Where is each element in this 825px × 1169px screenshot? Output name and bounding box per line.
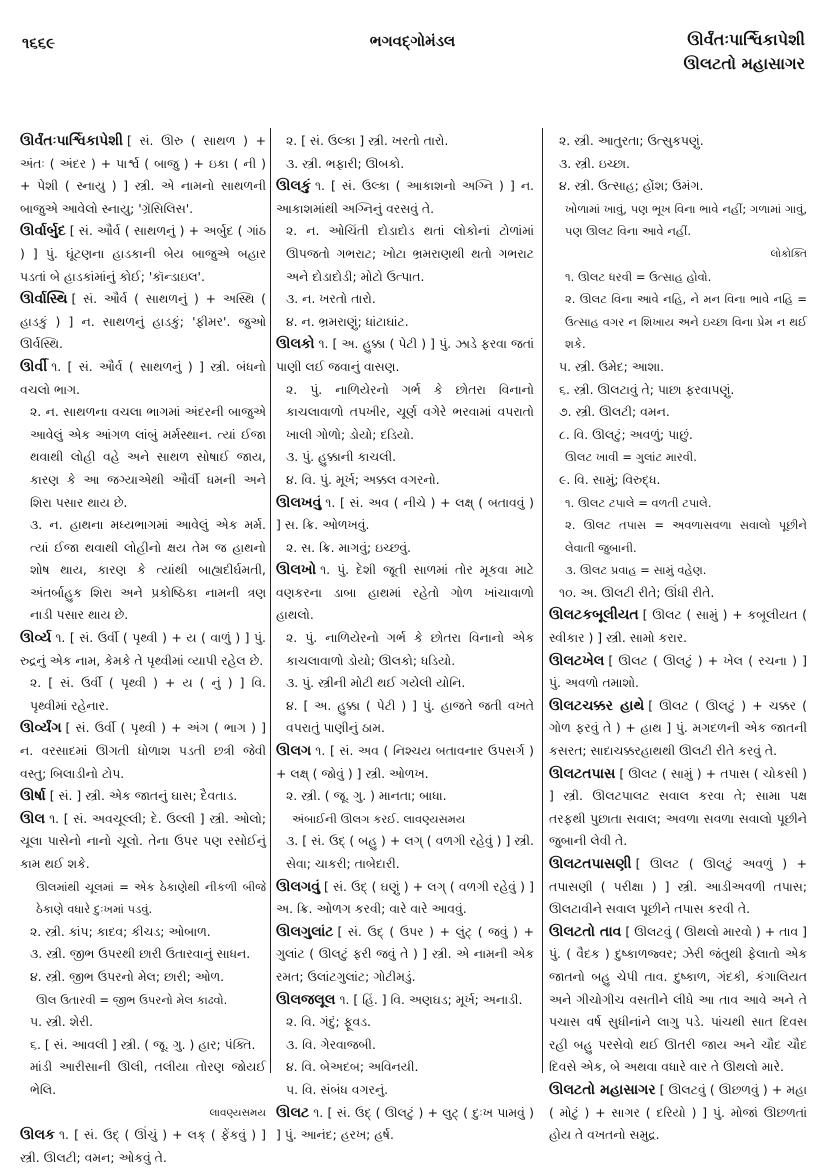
entry-sense — [276, 1056, 534, 1079]
entry-sense — [276, 153, 534, 176]
definition-text: [ સં. ઊરુ ( સાથળ ) + અંતઃ ( અંદર ) + પાર્શ્વ ( બાજુ ) + ઇકા ( ની ) + પેશી ( સ્નાયુ ) ] સ્ત્રી. એ નામનો સાથળની બાજુએ આવેલો સ્નાયુ; 'ગ્રૅસિલિસ'. — [20, 133, 266, 216]
definition-text: ૨. પું. નાળિયેરનો ગર્ભ કે છોતરા વિનાનો કાચલાવાળો તપખીર, ચૂર્ણ વગેરે ભરવામાં વપરાતો ખાલી ગોળો; ડોયો; દડિયો. — [286, 381, 534, 442]
entry-sense — [276, 469, 534, 492]
entry-sense — [549, 153, 807, 176]
entry-sense — [276, 1034, 534, 1057]
definition-text: ૭. સ્ત્રી. ઊલટી; વમન. — [559, 404, 670, 420]
headword: ઊલટતો મહાસાગર — [549, 1081, 656, 1098]
definition-text: ૯. વિ. સામું; વિરુદ્ધ. — [559, 471, 661, 487]
entry-sense — [20, 943, 266, 966]
definition-text: ૩. પું. હુક્કાની કાચલી. — [286, 449, 397, 465]
usage-example: ૨. ઊલટ વિના આવે નહિ, ને મન વિના ભાવે નહિ = ઉત્સાહ વગર ન શિખાય અને ઇચ્છા વિના પ્રેમ ન થઈ શકે. — [565, 292, 807, 352]
column-1 — [20, 130, 266, 1169]
definition-text: [ સં. ઔર્વ ( સાથળનું ) + અર્બુદ ( ગાંઠ ) ] પું. ઘૂંટણના હાડકાની બેય બાજુએ બહાર પડતાં બે હાડકાંમાંનું કોઈ; 'કૉન્ડાઇલ'. — [20, 223, 266, 284]
dictionary-entry — [276, 921, 534, 989]
headword: ઊર્વ્ય — [20, 630, 52, 647]
headword: ઊલટખેલ — [549, 652, 605, 669]
dictionary-entry — [549, 650, 807, 695]
headword: ઊલટતપાસણી — [549, 856, 632, 872]
definition-text: ૨. ન. સાથળના વચલા ભાગમાં અંદરની બાજુએ આવેલું એક આંગળ લાંબું મર્મસ્થાન. ત્યાં ઈજા થવાથી લોહી વહે અને સાથળ સોષાઈ જાય, કારણ કે આ જગ્યાએથી ઔર્વી ધમની અને શિરા પસાર થાય છે. — [30, 404, 266, 510]
entry-sense — [276, 672, 534, 695]
definition-text: ૩. વિ. ગેરવાજબી. — [286, 1036, 376, 1052]
definition-text: ૩. સ્ત્રી. જીભ ઉપરથી છારી ઉતારવાનું સાધન. — [30, 946, 251, 962]
entry-sense — [276, 785, 534, 808]
definition-text: ૪. સ્ત્રી. જીભ ઉપરનો મેલ; છારી; ઓળ. — [30, 968, 225, 984]
entry-sense — [549, 469, 807, 492]
guide-word-last: ઊલટતો મહાસાગર — [683, 54, 805, 73]
definition-text: માંડી આરીસાની ઊલી, તલીયા તોરણ જોયઈ ભેલિ. — [30, 1059, 266, 1097]
definition-text: ૧. [ સં. ઉર્વી ( પૃથ્વી ) + ય ( વાળું ) ] પું. રુદ્રનું એક નામ, કેમકે તે પૃથ્વીમાં વ્યાપી રહેલ છે. — [20, 630, 266, 668]
definition-text: ૩. સ્ત્રી. ઇચ્છા. — [559, 155, 630, 171]
entry-sense — [549, 582, 807, 605]
entry-sense — [276, 311, 534, 334]
definition-text: ૧. [ સં. ઔર્વ ( સાથળનું ) ] સ્ત્રી. બંધનો વચલો ભાગ. — [20, 358, 266, 397]
page-number: ૧૬૬૯ — [22, 34, 56, 52]
definition-text: [ સં. ] સ્ત્રી. એક જાતનું ઘાસ; દૈવતાડ. — [49, 788, 238, 804]
definition-text: ૪. વિ. બેઅદબ; અવિનયી. — [286, 1059, 419, 1075]
dictionary-entry — [20, 130, 266, 220]
dictionary-entry — [276, 876, 534, 921]
definition-text: ૧. [ સં. અવચૂલ્લી; દે. ઉલ્લી ] સ્ત્રી. ઓલો; ચૂલા પાસેનો નાનો ચૂલો. તેના ઉપર પણ રસોઈનું કામ થઈ શકે. — [20, 810, 266, 871]
definition-text: ૮. વિ. ઊલટું; અવળું; પાછું. — [559, 426, 693, 442]
dictionary-entry — [549, 1079, 807, 1147]
usage-example: ૩. ઊલટ પ્રવાહ = સામું વહેણ. — [565, 563, 707, 578]
entry-sense — [549, 130, 807, 153]
headword: ઊલકો — [276, 336, 315, 353]
definition-text: ૪. વિ. પું. મૂર્ખ; અક્કલ વગરનો. — [286, 471, 440, 487]
dictionary-entry — [276, 559, 534, 627]
definition-text: ૨. સ. ક્રિ. માગવું; ઇચ્છવું. — [286, 539, 411, 555]
definition-text: ૫. સ્ત્રી. શેરી. — [30, 1014, 94, 1030]
headword: ઊલટચક્કર હાથે — [549, 697, 645, 714]
quote-attribution: લાવણ્યસમય — [209, 1106, 266, 1119]
headword: ઊલક — [20, 1127, 55, 1144]
definition-text: ૩. પું. સ્ત્રીની મોટી થઈ ગયેલી યોનિ. — [286, 675, 466, 691]
dictionary-entry — [276, 492, 534, 537]
usage-example: ૨. ઊલટ તપાસ = અવળાસવળા સવાલો પૂછીને લેવાતી જુબાની. — [565, 518, 807, 555]
headword: ઊલટતો તાવ — [549, 923, 622, 940]
dictionary-entry — [20, 220, 266, 288]
entry-sense — [276, 288, 534, 311]
dictionary-entry — [276, 175, 534, 220]
usage-example: અંબાઈની ઊલગ કરઈ. લાવણ્યસમય — [292, 811, 466, 826]
usage-example: ઊલટ ખાવી = ગુલાંટ મારવી. — [565, 450, 697, 465]
definition-text: [ સં. ઉદ્ ( ઉપર ) + લુંટ્ ( જવું ) + ગુલાંટ ( ઊલટું ફરી જવું તે ) ] સ્ત્રી. એ નામની એક રમત; ઉલાંટગુલાંટ; ગોટીમડું. — [276, 923, 534, 984]
entry-sense — [276, 1011, 534, 1034]
definition-text: ૪. [ અ. હુક્કા ( પેટી ) ] પું. હાજતે જતી વખતે વપરાતું પાણીનું ઠામ. — [286, 697, 534, 736]
definition-text: ૧૦. અ. ઊલટી રીતે; ઊંધી રીતે. — [559, 584, 715, 600]
headword: ઊર્વાસ્થિ — [20, 291, 68, 308]
headword: ઊલ — [20, 810, 46, 827]
entry-sense — [20, 921, 266, 944]
entry-sense — [549, 356, 807, 379]
entry-sense — [549, 401, 807, 424]
dictionary-entry — [549, 921, 807, 1079]
headword: ઊર્વ્યંગ — [20, 720, 62, 737]
headword: ઊર્વાર્બુદ — [20, 223, 66, 240]
dictionary-entry — [20, 785, 266, 808]
definition-text: ૬. સ્ત્રી. ઊલટાવું તે; પાછા ફરવાપણું. — [559, 381, 735, 397]
definition-text: ૨. સ્ત્રી. ( જૂ. ગુ. ) માનતા; બાધા. — [286, 788, 447, 804]
usage-example: ઊલમાંથી ચૂલમાં = એક ઠેકાણેથી નીકળી બીજે ઠેકાણે વધારે દુઃખમાં પડવું. — [36, 879, 266, 917]
quote-attribution: લોકોક્તિ — [770, 247, 807, 260]
headword: ઊર્ષા — [20, 788, 46, 805]
entry-sense — [549, 424, 807, 447]
definition-text: ૬. [ સં. આવલી ] સ્ત્રી. ( જૂ. ગુ. ) હાર; પંક્તિ. — [30, 1036, 256, 1052]
running-title: ભગવદ્ગોમંડલ — [369, 32, 456, 50]
definition-text: ૨. ન. ઓચિંતી દોડાદોડ થતાં લોકોનાં ટોળાંમાં ઊપજતો ગભરાટ; ખોટા ભ્રમરાણથી થતો ગભરાટ અને દોડાદોડી; મોટો ઉત્પાત. — [286, 223, 534, 284]
entry-sense — [276, 830, 534, 875]
definition-text: ૩. સ્ત્રી. ભફારી; ઊબકો. — [286, 155, 405, 171]
headword: ઊલકું — [276, 178, 311, 195]
definition-text: ૩. ન. ખરતો તારો. — [286, 291, 376, 307]
dictionary-entry — [276, 333, 534, 378]
definition-text: ૨. [ સં. ઉલ્કા ] સ્ત્રી. ખરતો તારો. — [286, 133, 449, 148]
headword: ઊલજલૂલ — [276, 991, 336, 1008]
definition-text: ૧. [ સં. અવ ( નીચે ) + લક્ષ્ ( બતાવવું ) ] સ. ક્રિ. ઓળખવું. — [276, 494, 534, 533]
definition-text: ૩. ન. હાથના મધ્યભાગમાં આવેલું એક મર્મ. ત્યાં ઈજા થવાથી લોહીનો ક્ષય તેમ જ હાથનો શોષ થાય, કારણ કે ત્યાંથી બાહ્યદીર્ઘમતી, અંતર્બાહુક શિરા અને પ્રકોષ્ઠિકા નામની ત્રણ નાડી પસાર થાય છે. — [30, 517, 266, 623]
headword: ઊલટકબૂલીયત — [549, 607, 639, 624]
usage-example: ૧. ઊલટ ધરવી = ઉત્સાહ હોવો. — [565, 269, 712, 284]
headword: ઊલખો — [276, 562, 317, 579]
definition-text: ૫. વિ. સંબંધ વગરનું. — [286, 1081, 389, 1097]
dictionary-entry — [276, 1102, 534, 1147]
entry-sense — [549, 175, 807, 198]
definition-text: ૨. વિ. ગંદું; ફૂવડ. — [286, 1014, 371, 1030]
definition-text: [ ઊલટ ( ઊલટું ) + ચક્કર ( ગોળ ફરવું તે ) + હાથ ] પું. મગદળની એક જાતની કસરત; સાદાચક્કરહાથથી ઊલટી રીતે કરવું તે. — [549, 697, 807, 759]
column-divider — [542, 128, 543, 1073]
usage-example: ખોળામાં ખાવું, પણ ભૂખ વિના ભાવે નહીં; ગળામાં ગાવું, પણ ઊલટ વિના આવે નહીં. — [565, 201, 807, 239]
definition-text: ૧. [ સં. ઉદ્ ( ઊંચું ) + લક્ ( ફેંકવું ) ] સ્ત્રી. ઊલટી; વમન; ઓકવું તે. — [20, 1127, 266, 1165]
definition-text: [ ઊલટવું ( ઊથલો મારવો ) + તાવ ] પું. ( વૈદક ) દુષ્કાળજ્વર; ઝેરી જંતુથી ફેલાતો એક જાતનો બહુ ચેપી તાવ. દુષ્કાળ, ગંદકી, કંગાલિયત અને ગીચોગીચ વસતીને લીધે આ તાવ આવે અને તે પચાસ વર્ષ સુધીનાંને લાગુ પડે. પાંચથી સાત દિવસ રહી બહુ પરસેવો થઈ ઊતરી જાય અને ચૌદ ચૌદ દિવસે એક, બે અથવા વધારે વાર તે ઊથલો મારે. — [549, 923, 807, 1075]
definition-text: ૧. [ હિં. ] વિ. અણઘડ; મૂર્ખ; અનાડી. — [339, 991, 523, 1007]
guide-word-first: ઊર્વંતઃપાર્શ્વિકાપેશી — [687, 30, 805, 49]
dictionary-entry — [20, 356, 266, 401]
headword: ઊલટ — [276, 1104, 310, 1121]
dictionary-entry — [549, 853, 807, 921]
definition-text: ૧. પું. દેશી જૂતી સાળમાં તોર મૂકવા માટે વણકરના ડાબા હાથમાં રહેતો ગોળ ખાંચાવાળો હાથલો. — [276, 562, 534, 623]
headword: ઊલગ — [276, 743, 312, 760]
dictionary-entry — [549, 604, 807, 649]
entry-sense — [20, 1034, 266, 1057]
dictionary-entry — [549, 695, 807, 763]
entry-sense — [549, 379, 807, 402]
column-2 — [276, 130, 534, 1147]
entry-sense — [20, 1056, 266, 1101]
definition-text: ૪. સ્ત્રી. ઉત્સાહ; હોંશ; ઉમંગ. — [559, 178, 704, 194]
definition-text: ૨. [ સં. ઉર્વી ( પૃથ્વી ) + ય ( નું ) ] વિ. પૃથ્વીમાં રહેનાર. — [30, 675, 266, 713]
usage-example: ૧. ઊલટ ટપાલે = વળતી ટપાલે. — [565, 495, 712, 510]
definition-text: ૫. સ્ત્રી. ઉમેદ; આશા. — [559, 358, 665, 374]
definition-text: ૨. સ્ત્રી. કાંપ; કાદવ; કીચડ; ઓબાળ. — [30, 923, 211, 939]
definition-text: ૧. [ સં. ઉલ્કા ( આકાશનો અગ્નિ ) ] ન. આકાશમાંથી અગ્નિનું વરસવું તે. — [276, 178, 534, 216]
entry-sense — [276, 1079, 534, 1102]
entry-sense — [276, 695, 534, 740]
dictionary-entry — [20, 717, 266, 785]
definition-text: [ ઊલટ ( ઊલટું અવળું ) + તપાસણી ( પરીક્ષા ) ] સ્ત્રી. આડીઅવળી તપાસ; ઊલટાવીને સવાલ પૂછીને તપાસ કરવી તે. — [549, 856, 807, 917]
definition-text: [ ઊલટવું ( ઊછળવું ) + મહા ( મોટું ) + સાગર ( દરિયો ) ] પું. મોજાં ઊછળતાં હોય તે વખતનો સમુદ્ર. — [549, 1081, 807, 1143]
definition-text: [ સં. ઉદ્ ( ઘણું ) + લગ્ ( વળગી રહેવું ) ] અ. ક્રિ. ઓળગ કરવી; વારે વારે આવવું. — [276, 878, 534, 917]
definition-text: [ ઊલટ ( ઊલટું ) + ખેલ ( રચના ) ] પું. અવળો તમાશો. — [549, 652, 807, 691]
entry-sense — [276, 220, 534, 288]
entry-sense — [20, 1011, 266, 1034]
entry-sense — [276, 627, 534, 672]
dictionary-entry — [20, 808, 266, 876]
entry-sense — [276, 537, 534, 560]
definition-text: [ ઊલટ ( સામું ) + તપાસ ( ચોકસી ) ] સ્ત્રી. ઊલટપાલટ સવાલ કરવા તે; સામા પક્ષ તરફથી પુછાતા સવાલ; અવળા સવળા સવાલો પૂછીને જુબાની લેવી તે. — [549, 765, 807, 849]
definition-text: ૧. [ અ. હુક્કા ( પેટી ) ] પું. ઝાડે ફરવા જતાં પાણી લઈ જવાનું વાસણ. — [276, 336, 534, 374]
entry-sense — [20, 672, 266, 717]
dictionary-entry — [549, 763, 807, 853]
headword: ઊલટતપાસ — [549, 765, 616, 782]
definition-text: ૨. પું. નાળિયેરનો ગર્ભ કે છોતરા વિનાનો એક કાચલાવાળો ડોયો; ઊલકો; ધડિયો. — [286, 630, 534, 668]
column-divider — [270, 128, 271, 1073]
headword: ઊલગવું — [276, 878, 321, 895]
usage-example: ઊલ ઉતારવી = જીભ ઉપરનો મેલ કાઢવો. — [36, 992, 228, 1007]
definition-text: [ સં. ઔર્વ ( સાથળનું ) + અસ્થિ ( હાડકું ) ] ન. સાથળનું હાડકું; 'ફીમર'. જુઓ ઊર્વસ્થિ. — [20, 291, 266, 352]
entry-sense — [20, 401, 266, 514]
entry-sense — [20, 514, 266, 627]
entry-sense — [276, 446, 534, 469]
definition-text: ૨. સ્ત્રી. આતુરતા; ઉત્સુકપણું. — [559, 133, 704, 148]
headword: ઊર્વી — [20, 358, 48, 375]
definition-text: ૩. [ સં. ઉદ્ ( બહુ ) + લગ્ ( વળગી રહેવું ) ] સ્ત્રી. સેવા; ચાકરી; તાબેદારી. — [286, 833, 534, 871]
entry-sense — [276, 130, 534, 153]
definition-text: ૪. ન. ભ્રમરાણું; ધાંટાઘાંટ. — [286, 313, 409, 329]
definition-text: ૧. [ સં. અવ ( નિશ્ચય બતાવનાર ઉપસર્ગ ) + લક્ષ્ ( જોવું ) ] સ્ત્રી. ઓળખ. — [276, 743, 534, 781]
headword: ઊર્વંતઃપાર્શ્વિકાપેશી — [20, 133, 124, 149]
dictionary-entry — [20, 627, 266, 672]
guide-words — [683, 28, 805, 76]
entry-sense — [20, 966, 266, 989]
definition-text: ૧. [ સં. ઉદ્ ( ઊલટું ) + લુટ્ ( દુઃખ પામવું ) ] પું. આનંદ; હરખ; હર્ષ. — [276, 1104, 534, 1143]
definition-text: [ સં. ઉર્વી ( પૃથ્વી ) + અંગ ( ભાગ ) ] ન. વરસાદમાં ઊગતી ધોળાશ પડતી છત્રી જેવી વસ્તુ; બિલાડીનો ટોપ. — [20, 720, 266, 781]
entry-sense — [276, 379, 534, 447]
dictionary-entry — [20, 1124, 266, 1169]
headword: ઊલખવું — [276, 494, 322, 511]
definition-text: [ ઊલટ ( સામું ) + કબૂલીયત ( સ્વીકાર ) ] સ્ત્રી. સામો કરાર. — [549, 607, 807, 646]
column-3 — [549, 130, 807, 1147]
dictionary-entry — [276, 740, 534, 785]
dictionary-entry — [276, 989, 534, 1012]
dictionary-entry — [20, 288, 266, 356]
headword: ઊલગુલાંટ — [276, 923, 334, 940]
